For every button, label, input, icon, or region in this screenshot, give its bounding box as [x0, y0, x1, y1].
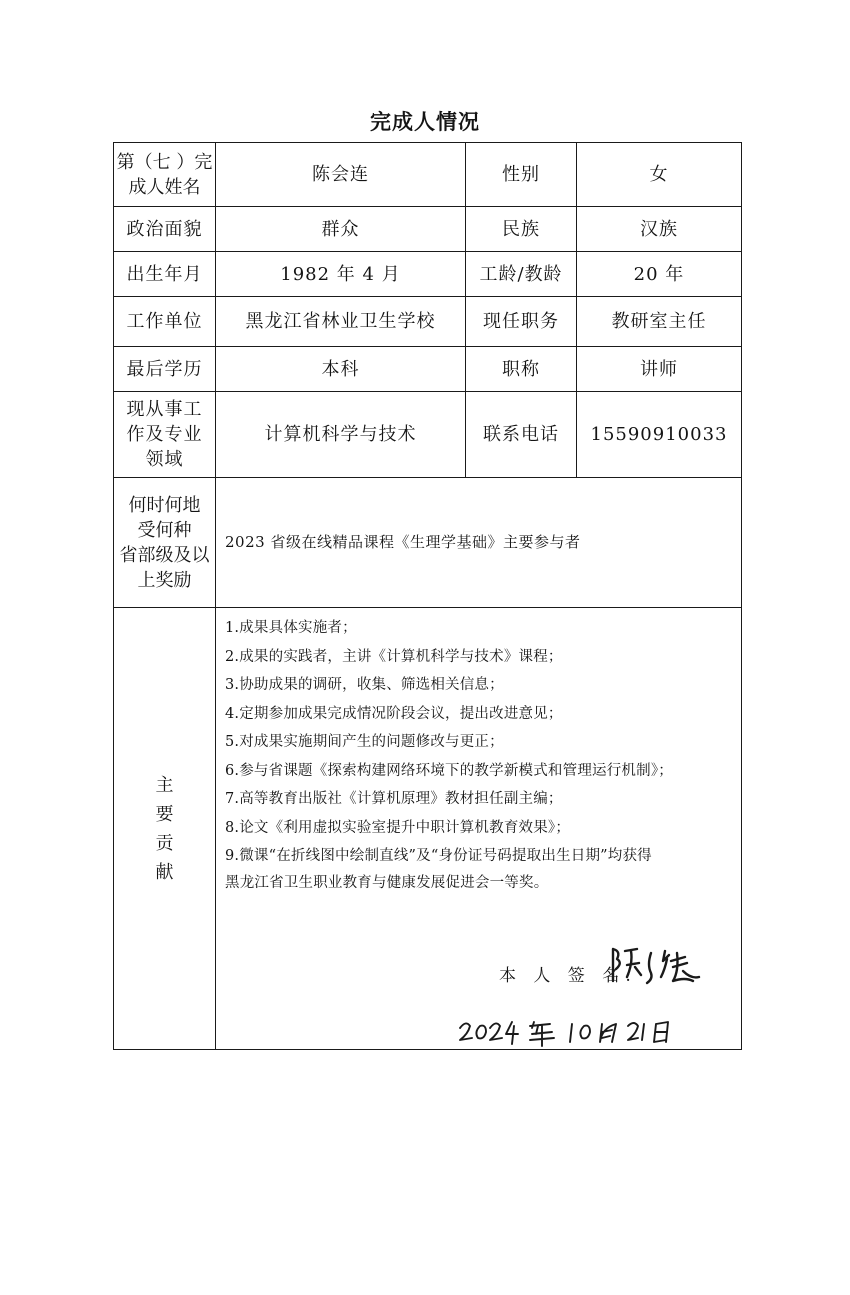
field-label-line2: 作及专业: [126, 424, 203, 445]
contributions-body: [216, 608, 741, 1049]
awards-value: 2023 省级在线精品课程《生理学基础》主要参与者: [216, 478, 742, 608]
list-item: 2.成果的实践者，主讲《计算机科学与技术》课程；: [225, 648, 563, 665]
ethnicity-value: 汉族: [577, 207, 742, 252]
position-label: 现任职务: [466, 297, 577, 347]
contrib-label-char: 献: [155, 861, 174, 883]
list-item: 7.高等教育出版社《计算机原理》教材担任副主编；: [225, 791, 563, 807]
field-value: 计算机科学与技术: [216, 392, 466, 478]
handwritten-date: [456, 1014, 686, 1052]
birth-label: 出生年月: [114, 252, 216, 297]
person-info-table: [113, 142, 742, 1050]
list-item: 9.微课“在折线图中绘制直线”及“身份证号码提取出生日期”均获得: [225, 848, 652, 864]
name-label: [114, 143, 216, 207]
row-education: [114, 347, 742, 392]
name-label-line2: 成人姓名: [128, 176, 201, 198]
seniority-label: 工龄/教龄: [466, 252, 577, 297]
signature-label: 本 人 签 名:: [499, 966, 637, 986]
awards-label: [114, 478, 216, 608]
list-item: 8.论文《利用虚拟实验室提升中职计算机教育效果》；: [225, 819, 571, 836]
row-awards: [114, 478, 742, 608]
awards-label-line3: 省部级及以: [119, 544, 210, 566]
field-label-line1: 现从事工: [126, 399, 203, 420]
page-title: 完成人情况: [370, 110, 480, 134]
awards-label-line4: 上奖励: [137, 569, 192, 591]
list-item: 黑龙江省卫生职业教育与健康发展促进会一等奖。: [225, 874, 549, 891]
handwritten-signature: [607, 941, 717, 991]
row-contributions: [114, 608, 742, 1050]
gender-label: 性别: [466, 143, 577, 207]
education-value: 本科: [216, 347, 466, 392]
row-field: [114, 392, 742, 478]
contributions-label: [114, 608, 216, 1050]
phone-label: 联系电话: [466, 392, 577, 478]
work-unit-label: 工作单位: [114, 297, 216, 347]
ethnicity-label: 民族: [466, 207, 577, 252]
contributions-cell: [216, 608, 742, 1050]
name-label-line1: 第（七 ）完: [116, 151, 213, 173]
list-item: 3.协助成果的调研，收集、筛选相关信息；: [225, 677, 504, 693]
field-label-line3: 领域: [145, 449, 184, 470]
row-name: [114, 143, 742, 207]
birth-value: 1982 年 4 月: [216, 252, 466, 297]
contrib-label-char: 主: [155, 774, 174, 796]
gender-value: 女: [577, 143, 742, 207]
contrib-label-char: 贡: [155, 832, 174, 854]
seniority-value: 20 年: [577, 252, 742, 297]
title-label: 职称: [466, 347, 577, 392]
awards-label-line1: 何时何地: [128, 494, 201, 516]
contributions-list: [225, 614, 735, 897]
title-value: 讲师: [577, 347, 742, 392]
list-item: 5.对成果实施期间产生的问题修改与更正；: [225, 734, 504, 750]
row-politics: [114, 207, 742, 252]
list-item: 6.参与省课题《探索构建网络环境下的教学新模式和管理运行机制》；: [225, 762, 673, 779]
position-value: 教研室主任: [577, 297, 742, 347]
row-birth: [114, 252, 742, 297]
field-label: [114, 392, 216, 478]
politics-value: 群众: [216, 207, 466, 252]
name-value: 陈会连: [216, 143, 466, 207]
education-label: 最后学历: [114, 347, 216, 392]
list-item: 4.定期参加成果完成情况阶段会议，提出改进意见；: [225, 705, 563, 722]
contrib-label-char: 要: [155, 803, 174, 825]
politics-label: 政治面貌: [114, 207, 216, 252]
phone-value: 15590910033: [577, 392, 742, 478]
list-item: 1.成果具体实施者；: [225, 620, 357, 636]
awards-label-line2: 受何种: [137, 519, 192, 541]
row-work-unit: [114, 297, 742, 347]
work-unit-value: 黑龙江省林业卫生学校: [216, 297, 466, 347]
